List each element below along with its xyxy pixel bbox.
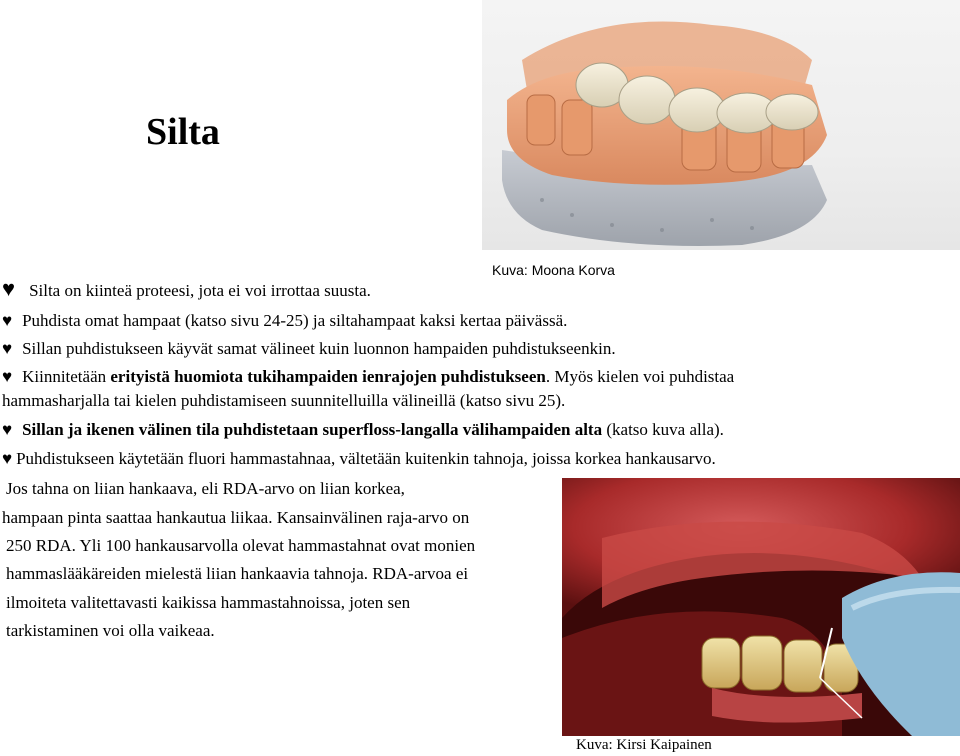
heart-bullet-icon: ♥ [2, 449, 13, 468]
text-line-9: hampaan pinta saattaa hankautua liikaa. Kansainvälinen raja-arvo on [2, 508, 470, 527]
heart-bullet-icon: ♥ [2, 311, 13, 330]
bullet-line-7: ♥ Puhdistukseen käytetään fluori hammastahnaa, vältetään kuitenkin tahnoja, joissa korkea hankausarvo. [2, 449, 716, 468]
heart-bullet-icon: ♥ [2, 339, 13, 358]
bullet-line-3: ♥ Sillan puhdistukseen käyvät samat välineet kuin luonnon hampaiden puhdistukseenkin. [2, 339, 616, 358]
dental-model-photo [482, 0, 960, 250]
heart-bullet-icon: ♥ [2, 420, 13, 439]
text-line-8: Jos tahna on liian hankaava, eli RDA-arvo on liian korkea, [6, 479, 405, 498]
text-line-12: ilmoiteta valitettavasti kaikissa hammastahnoissa, joten sen [6, 593, 411, 612]
heart-bullet-icon: ♥ [2, 367, 13, 386]
text-line-11: hammaslääkäreiden mielestä liian hankaavia tahnoja. RDA-arvoa ei [6, 564, 469, 583]
text-line-10: 250 RDA. Yli 100 hankausarvolla olevat hammastahnat ovat monien [6, 536, 476, 555]
page-title: Silta [146, 111, 220, 153]
dental-model-illustration [482, 0, 960, 250]
mouth-floss-illustration [562, 478, 960, 736]
photo2-caption: Kuva: Kirsi Kaipainen [576, 737, 712, 753]
bullet-line-4: ♥ Kiinnitetään erityistä huomiota tukihampaiden ienrajojen puhdistukseen. Myös kielen voi puhdistaa [2, 367, 735, 386]
text-line-13: tarkistaminen voi olla vaikeaa. [6, 621, 215, 640]
text-line-5: hammasharjalla tai kielen puhdistamiseen suunnitelluilla välineillä (katso sivu 25). [2, 391, 566, 410]
bullet-line-1: ♥ Silta on kiinteä proteesi, jota ei voi irrottaa suusta. [2, 276, 371, 301]
bullet-line-2: ♥ Puhdista omat hampaat (katso sivu 24-25) ja siltahampaat kaksi kertaa päivässä. [2, 311, 568, 330]
photo1-caption: Kuva: Moona Korva [492, 262, 615, 278]
mouth-floss-photo [562, 478, 960, 736]
heart-bullet-icon: ♥ [2, 276, 16, 301]
bullet-line-6: ♥ Sillan ja ikenen välinen tila puhdistetaan superfloss-langalla välihampaiden alta (katso kuva alla). [2, 420, 724, 439]
